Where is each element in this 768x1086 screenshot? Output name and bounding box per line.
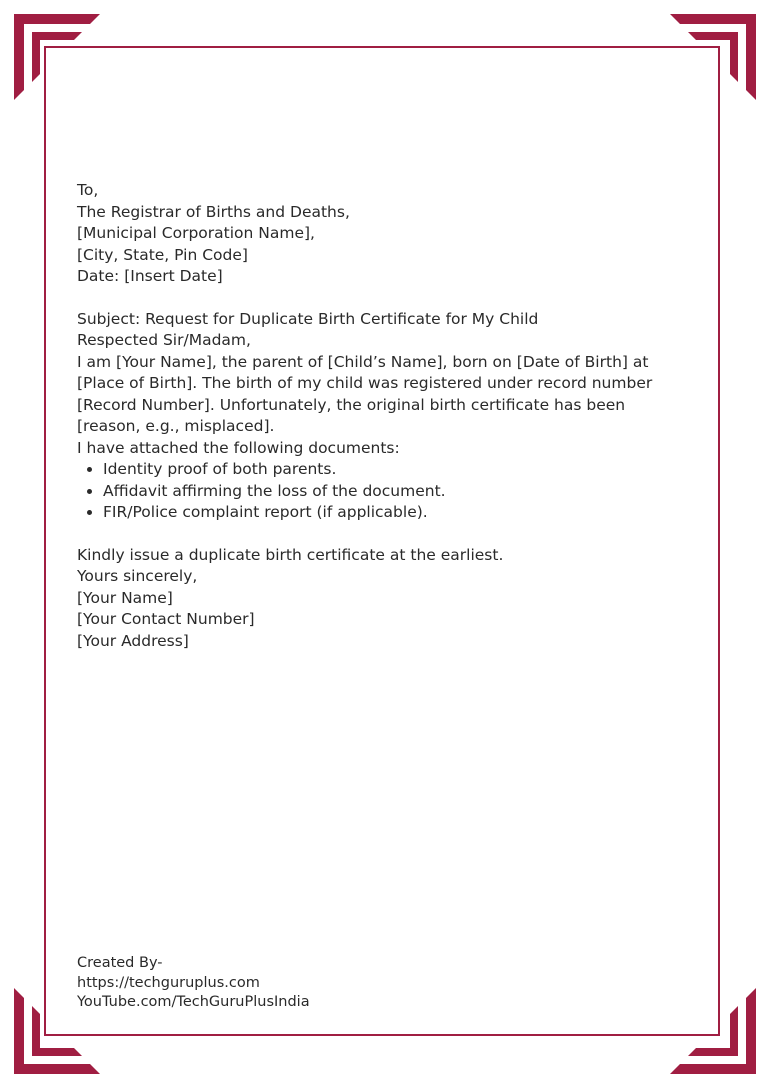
youtube-link[interactable]: YouTube.com/TechGuruPlusIndia — [77, 994, 310, 1010]
list-item: • FIR/Police complaint report (if applicable). — [103, 502, 677, 524]
body-paragraph: I am [Your Name], the parent of [Child’s Name], born on [Date of Birth] at [Place of Birth]. The birth of my child was registered under record number [Record Number]. Unfortunately, the original birth certificate has been [reason, e.g., misplaced]. — [77, 352, 653, 435]
letter-body — [77, 180, 677, 652]
created-by-label: Created By- — [77, 955, 163, 971]
signature-contact: [Your Contact Number] — [77, 610, 255, 628]
attachments-list — [77, 459, 677, 524]
footer-credits — [77, 954, 310, 1013]
corner-ornament-bottom-right — [666, 984, 756, 1074]
address-line: [Municipal Corporation Name], — [77, 224, 315, 242]
closing-line: Yours sincerely, — [77, 567, 198, 585]
corner-ornament-top-left — [14, 14, 104, 104]
date-line: Date: [Insert Date] — [77, 267, 223, 285]
signature-name: [Your Name] — [77, 588, 173, 607]
subject-line: Subject: Request for Duplicate Birth Certificate for My Child — [77, 309, 539, 328]
attachments-intro: I have attached the following documents: — [77, 438, 400, 457]
list-item: • Affidavit affirming the loss of the document. — [103, 481, 677, 503]
salutation: Respected Sir/Madam, — [77, 331, 251, 349]
website-link[interactable]: https://techguruplus.com — [77, 974, 260, 991]
request-paragraph: Kindly issue a duplicate birth certificate at the earliest. — [77, 545, 504, 564]
list-item: • Identity proof of both parents. — [103, 459, 677, 481]
corner-ornament-top-right — [666, 14, 756, 104]
signature-address: [Your Address] — [77, 631, 189, 650]
address-line: The Registrar of Births and Deaths, — [77, 202, 350, 221]
closing-block — [77, 566, 677, 652]
recipient-address — [77, 180, 677, 288]
address-line: [City, State, Pin Code] — [77, 245, 248, 264]
address-line: To, — [77, 181, 99, 199]
